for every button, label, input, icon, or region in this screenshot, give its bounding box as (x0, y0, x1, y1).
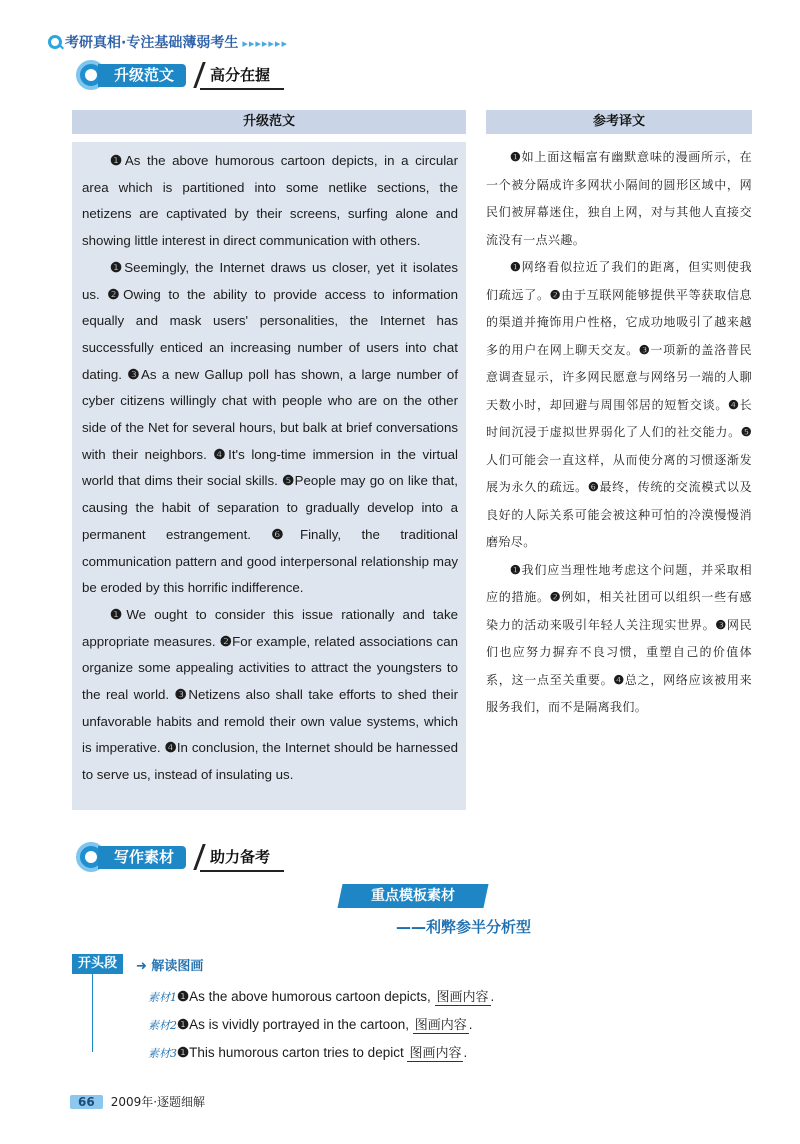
sentence-text: As a new Gallup poll has shown, a large number of cyber citizens willingly chat with people who are on the other side of the Net for several hours, but balk at brief conversations with their neighbors. (82, 366, 459, 462)
sentence-number: ❸ (174, 687, 189, 703)
material-label: 素材1 (148, 991, 177, 1004)
paragraph (82, 148, 458, 255)
paragraph (486, 254, 752, 557)
english-essay (72, 142, 466, 810)
material-text: This humorous carton tries to depict (189, 1045, 408, 1060)
section-header-writing-material (76, 842, 296, 872)
sentence-text: As the above humorous cartoon depicts, in a circular area which is partitioned into some netlike sections, the netizens are captivated by their screens, surfing alone and showing little interest in direct communication with others. (82, 153, 459, 249)
sentence-number: ❶ (510, 562, 522, 577)
chinese-translation (486, 144, 752, 722)
sentence-number: ❶ (177, 1045, 190, 1060)
section-title: 写作素材 (98, 846, 186, 869)
sentence-number: ❶ (177, 1017, 190, 1032)
sentence-text: 最终，传统的交流模式以及良好的人际关系可能会被这种可怕的冷漠慢慢消磨殆尽。 (486, 480, 752, 549)
sentence-number: ❷ (549, 287, 562, 302)
sentence-number: ❹ (164, 740, 177, 756)
sentence-number: ❶ (177, 989, 190, 1004)
section-header-model-essay (76, 60, 296, 90)
section-subtitle: 高分在握 (200, 62, 284, 90)
fill-blank: 图画内容 (414, 1018, 467, 1033)
fill-blank: 图画内容 (409, 1046, 462, 1061)
period: . (463, 1045, 468, 1060)
section-title: 升级范文 (98, 64, 186, 87)
sentence-text: 长时间沉浸于虚拟世界弱化了人们的社交能力。 (486, 397, 752, 439)
material-text: As is vividly portrayed in the cartoon, (189, 1017, 413, 1032)
sentence-number: ❹ (728, 397, 740, 412)
material-text: As the above humorous cartoon depicts, (189, 989, 435, 1004)
material-label: 素材2 (148, 1019, 177, 1032)
template-subtitle: ——利弊参半分析型 (396, 918, 532, 936)
paragraph-tag: 开头段 (72, 954, 123, 974)
sentence-text: 例如，相关社团可以组织一些有感染力的活动来吸引年轻人关注现实世界。 (486, 590, 752, 632)
paragraph (486, 557, 752, 722)
paragraph (82, 602, 458, 789)
template-banner-text: 重点模板素材 (371, 888, 455, 904)
sentence-number: ❹ (613, 672, 625, 687)
sentence-text: Owing to the ability to provide access to information equally and mask users' personalities, the Internet has successfully enticed an increasing number of users into chat dating. (82, 286, 459, 382)
page-footer (70, 1093, 205, 1110)
sentence-number: ❻ (271, 526, 300, 542)
fill-blank: 图画内容 (436, 990, 489, 1005)
sentence-text: It's long-time immersion in the virtual world that dims their social skills. (82, 446, 458, 489)
sentence-number: ❻ (587, 480, 600, 494)
sentence-text: 总之，网络应该被用来服务我们，而不是隔离我们。 (486, 672, 752, 714)
sentence-number: ❺ (740, 425, 752, 439)
sentence-text: For example, related associations can organize some appealing activities to attract the youngsters to the real world. (82, 633, 458, 703)
sentence-text: 网民们也应努力摒弃不良习惯，重塑自己的价值体系，这一点至关重要。 (486, 617, 752, 687)
brand-text: 考研真相·专注基础薄弱考生 (65, 35, 239, 51)
sentence-text: 由于互联网能够提供平等获取信息的渠道并掩饰用户性格，它成功地吸引了越来越多的用户在网上聊天交友。 (486, 287, 752, 357)
sentence-text: 网络看似拉近了我们的距离，但实则使我们疏远了。 (486, 260, 752, 302)
material-item (148, 986, 494, 1005)
arrows-decoration: ▸▸▸▸▸▸▸ (242, 37, 288, 50)
material-item (148, 1014, 473, 1033)
sentence-number: ❶ (110, 259, 125, 275)
column-heading-english: 升级范文 (72, 110, 466, 134)
sentence-text: Finally, the traditional communication pattern and good interpersonal relationship may be eroded by this horrific indifference. (82, 526, 458, 596)
sentence-text: Netizens also shall take efforts to shed their unfavorable habits and remold their own value systems, which is imperative. (82, 687, 458, 756)
material-item (148, 1042, 467, 1061)
paragraph-tag-label: ➜ 解读图画 (136, 959, 204, 974)
sentence-text: People may go on like that, causing the habit of separation to gradually develop into a permanent estrangement. (82, 473, 459, 542)
sentence-text: 我们应当理性地考虑这个问题，并采取相应的措施。 (486, 562, 752, 604)
sentence-text: Seemingly, the Internet draws us closer, yet it isolates us. (82, 259, 458, 302)
template-banner (337, 884, 488, 908)
sentence-number: ❷ (107, 286, 124, 302)
paragraph (486, 144, 752, 254)
magnifier-icon (48, 35, 62, 49)
brand-header (48, 32, 288, 52)
section-subtitle: 助力备考 (200, 844, 284, 872)
sentence-number: ❶ (110, 153, 125, 168)
tree-line (92, 974, 93, 1052)
paragraph (82, 255, 458, 602)
column-heading-chinese: 参考译文 (486, 110, 752, 134)
sentence-number: ❷ (219, 633, 233, 649)
period: . (490, 989, 495, 1004)
period: . (468, 1017, 473, 1032)
sentence-number: ❸ (127, 366, 141, 382)
material-label: 素材3 (148, 1047, 177, 1060)
sentence-number: ❸ (715, 617, 727, 632)
sentence-number: ❷ (549, 590, 562, 604)
sentence-text: In conclusion, the Internet should be harnessed to serve us, instead of insulating us. (82, 740, 458, 783)
sentence-text: 一项新的盖洛普民意调查显示，许多网民愿意与网络另一端的人聊天数小时，却回避与周围邻居的短暂交谈。 (486, 342, 752, 412)
sentence-number: ❶ (510, 260, 522, 274)
sentence-text: 人们可能会一直这样，从而使分离的习惯逐渐发展为永久的疏远。 (486, 452, 752, 494)
sentence-number: ❶ (110, 606, 127, 622)
sentence-text: We ought to consider this issue rationally and take appropriate measures. (82, 606, 458, 649)
sentence-number: ❸ (638, 342, 651, 357)
sentence-text: 如上面这幅富有幽默意味的漫画所示，在一个被分隔成许多网状小隔间的圆形区域中，网民们被屏幕迷住，独自上网，对与其他人直接交流没有一点兴趣。 (486, 150, 752, 247)
sentence-number: ❹ (213, 446, 229, 462)
footer-text: 2009年·逐题细解 (110, 1095, 206, 1109)
sentence-number: ❶ (510, 150, 522, 164)
sentence-number: ❺ (282, 473, 295, 489)
page-number: 66 (70, 1095, 103, 1109)
